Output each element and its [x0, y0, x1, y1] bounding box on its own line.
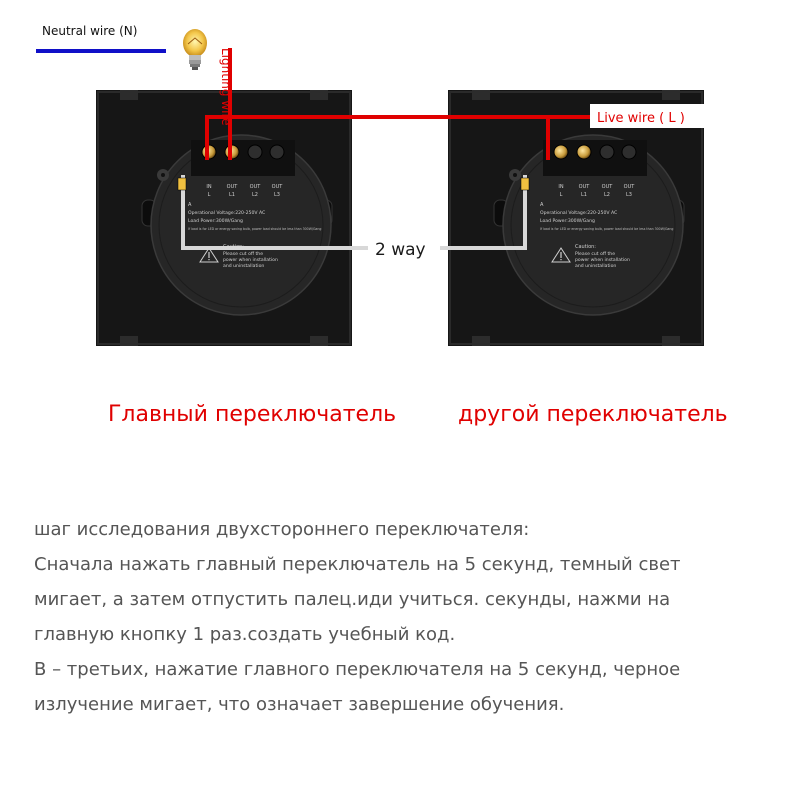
- neutral-wire: [36, 49, 166, 53]
- terminal-label-in: IN: [206, 184, 212, 190]
- terminal-label-l1: L1: [581, 192, 587, 198]
- two-way-terminal-main: [178, 178, 186, 190]
- caution-line3: and uninstallation: [223, 264, 265, 269]
- terminal-label-l3: L3: [274, 192, 280, 198]
- terminal-label-in: IN: [558, 184, 564, 190]
- caution-line3: and uninstallation: [575, 264, 617, 269]
- live-wire-label: Live wire ( L ): [597, 111, 685, 126]
- instruction-line: мигает, а затем отпустить палец.иди учиться. секунды, нажми на: [34, 589, 671, 610]
- caution-line2: power when installation: [575, 258, 630, 263]
- learning-instructions: [34, 512, 794, 722]
- terminal-label-l1: L1: [229, 192, 235, 198]
- lighting-wire-label: Lighting wire: [219, 48, 233, 126]
- terminal-label-out1: OUT: [578, 184, 590, 190]
- terminal-label-l2: L2: [252, 192, 258, 198]
- instruction-line: излучение мигает, что означает завершение обучения.: [34, 694, 565, 715]
- caution-title: Caution:: [223, 244, 244, 250]
- spec-voltage: Operational Voltage:220-250V AC: [188, 211, 266, 216]
- corner-mark: A: [188, 202, 192, 208]
- corner-mark: A: [540, 202, 544, 208]
- instruction-line: Сначала нажать главный переключатель на 5 секунд, темный свет: [34, 554, 681, 575]
- main-switch-panel: [96, 90, 352, 346]
- terminal-label-l: L: [559, 192, 563, 198]
- spec-note: If load is for LED or energy saving bulb, power load should be less than 300W/Gang: [540, 227, 674, 231]
- neutral-wire-label: Neutral wire (N): [42, 24, 138, 38]
- terminal-label-l: L: [207, 192, 211, 198]
- caution-line1: Please cut off the: [223, 252, 264, 257]
- terminal-label-l3: L3: [626, 192, 632, 198]
- instruction-line: главную кнопку 1 раз.создать учебный код.: [34, 624, 456, 645]
- light-bulb-icon: [183, 29, 207, 70]
- spec-power: Load Power:300W/Gang: [188, 219, 243, 224]
- terminal-label-out3: OUT: [271, 184, 283, 190]
- two-way-terminal-other: [521, 178, 529, 190]
- other-switch-caption: другой переключатель: [458, 402, 728, 427]
- two-way-label: 2 way: [375, 240, 426, 260]
- caution-title: Caution:: [575, 244, 596, 250]
- instruction-line: В – третьих, нажатие главного переключателя на 5 секунд, черное: [34, 659, 681, 680]
- terminal-label-out2: OUT: [249, 184, 261, 190]
- instruction-line: шаг исследования двухстороннего переключателя:: [34, 519, 530, 540]
- caution-line2: power when installation: [223, 258, 278, 263]
- spec-voltage: Operational Voltage:220-250V AC: [540, 211, 618, 216]
- terminal-label-l2: L2: [604, 192, 610, 198]
- terminal-label-out1: OUT: [226, 184, 238, 190]
- terminal-label-out3: OUT: [623, 184, 635, 190]
- caution-line1: Please cut off the: [575, 252, 616, 257]
- spec-note: If load is for LED or energy saving bulb, power load should be less than 300W/Gang: [188, 227, 322, 231]
- main-switch-caption: Главный переключатель: [108, 402, 397, 427]
- other-switch-panel: [448, 90, 704, 346]
- terminal-label-out2: OUT: [601, 184, 613, 190]
- spec-power: Load Power:300W/Gang: [540, 219, 595, 224]
